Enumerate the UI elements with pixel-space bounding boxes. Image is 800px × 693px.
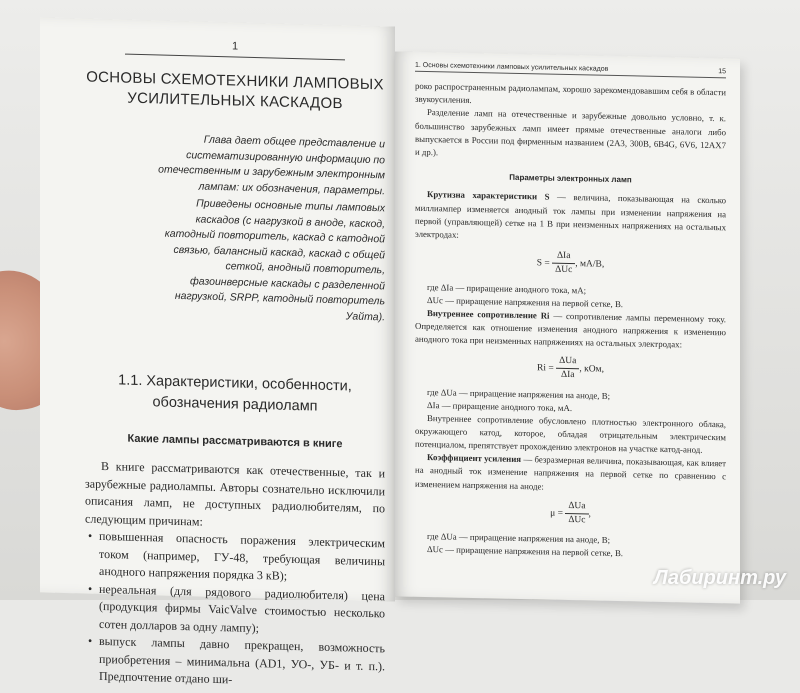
legend-line: ΔUс — приращение напряжения на первой сетке, В.	[427, 544, 624, 559]
running-head	[415, 62, 726, 79]
fraction	[565, 500, 588, 528]
denominator: ΔUс	[568, 515, 586, 526]
legend-line: ΔUс — приращение напряжения на первой сетке, В.	[427, 294, 624, 309]
slope-term: Крутизна характеристики S	[427, 189, 550, 203]
left-page	[40, 17, 395, 687]
formula-unit: , кОм,	[579, 364, 604, 375]
page-number: 15	[718, 68, 726, 76]
formula-slope	[415, 247, 726, 281]
formula-lhs: μ =	[550, 508, 563, 519]
reasons-list	[85, 528, 385, 693]
paragraph: Внутреннее сопротивление обусловлено плотностью электронного облака, окружающего катод, которое, обладая отрицательным электрическим потенциалом, препятствует прохождению электронов на участке катод-анод.	[415, 412, 726, 455]
chapter-title-line-2: УСИЛИТЕЛЬНЫХ КАСКАДОВ	[127, 89, 343, 113]
formula-lhs: S =	[536, 258, 550, 269]
running-head-title: 1. Основы схемотехники ламповых усилительных каскадов	[415, 61, 609, 73]
formula-unit: ,	[588, 509, 591, 520]
paragraph: роко распространенным радиолампам, хорошо зарекомендовавшим себя в области звукоусиления.	[415, 80, 726, 106]
slope-text: — величина, показывающая на сколько миллиампер изменяется анодный ток лампы при изменении напряжения на первой (управляющей) сетке на 1 В при неизменных напряжениях на остальных электродах:	[415, 192, 726, 240]
subsection-title: Какие лампы рассматриваются в книге	[127, 432, 343, 451]
right-body-text	[415, 80, 726, 563]
chapter-abstract	[85, 130, 385, 326]
section-title-line-1: 1.1. Характеристики, особенности,	[118, 372, 352, 395]
watermark-logo: Лабиринт.ру	[653, 567, 786, 589]
fraction	[556, 355, 579, 383]
list-item: • нереальная (для рядового радиолюбителя) цена (продукция фирмы VaicValve стоимостью несколько сотен долларов за одну лампу);	[99, 580, 385, 640]
mu-text: — безразмерная величина, показывающая, как влияет на анодный ток изменение напряжения на первой сетке по сравнению с изменением напряжения на аноде:	[415, 454, 727, 492]
list-item: • выпуск лампы давно прекращен, возможность приобретения – минимальна (AD1, УО-, УБ- и т. п.). Предпочтение отдано ши-	[99, 633, 385, 693]
formula-mu	[415, 497, 726, 531]
left-body-text	[85, 458, 385, 693]
intro-paragraph: В книге рассматриваются как отечественные, так и зарубежные радиолампы. Авторы сознательно исключили описания ламп, не доступных радиолюбителям, по следующим причинам:	[85, 458, 385, 529]
formula-lhs: Ri =	[537, 363, 554, 374]
legend-line: где ΔIа — приращение анодного тока, мА;	[427, 281, 587, 296]
numerator: ΔUа	[565, 500, 588, 515]
legend-line: где ΔUа — приращение напряжения на аноде, В;	[427, 531, 611, 546]
slope-definition	[415, 188, 726, 247]
formula-ri	[415, 352, 726, 386]
numerator: ΔIа	[552, 250, 575, 265]
abstract-paragraph-2: Приведены основные типы ламповых каскадов (с нагрузкой в аноде, каскод, катодный повторитель, каскад с катодной связью, балансный каскад, каскад с общей сеткой, анодный повторитель, фазоинверсные каскады с разделенной нагрузкой, SRPP, катодный повторитель Уайта).	[164, 197, 385, 323]
formula-legend	[415, 530, 726, 563]
formula-unit: , мА/В,	[575, 259, 605, 270]
paragraph: Разделение ламп на отечественные и зарубежные довольно условно, т. к. большинство зарубежных ламп имеет прямые отечественные аналоги либо выпускается в России под фирменным названием (2А3, 300В, 6В4G, 6V6, 12АХ7 и др.).	[415, 107, 726, 158]
legend-line: где ΔUа — приращение напряжения на аноде, В;	[427, 386, 611, 401]
numerator: ΔUа	[556, 355, 579, 370]
right-page	[395, 51, 740, 603]
ri-definition	[415, 306, 726, 352]
list-item: • повышенная опасность поражения электрическим током (например, ГУ-48, требующая величины анодного напряжения порядка 3 кВ);	[99, 528, 385, 588]
section-title-line-2: обозначения радиоламп	[152, 394, 318, 415]
denominator: ΔIа	[560, 370, 575, 381]
ri-text: — сопротивление лампы переменному току. Определяется как отношение изменения анодного напряжения к изменению анодного тока при неизменных напряжениях на остальных электродах:	[415, 310, 726, 350]
chapter-number: 1	[125, 38, 345, 61]
chapter-title	[85, 68, 385, 116]
parameters-heading: Параметры электронных ламп	[509, 172, 632, 185]
mu-definition	[415, 451, 726, 497]
mu-term: Коэффициент усиления	[427, 452, 522, 465]
abstract-paragraph-1: Глава дает общее представление и систематизированную информацию по отечественным и зарубежным электронным лампам: их обозначения, параметры.	[158, 133, 385, 197]
fraction	[552, 250, 575, 278]
legend-line: ΔIа — приращение анодного тока, мА.	[427, 399, 573, 413]
ri-term: Внутреннее сопротивление Ri	[427, 307, 550, 321]
section-title	[85, 370, 385, 420]
denominator: ΔUс	[555, 265, 573, 276]
chapter-title-line-1: ОСНОВЫ СХЕМОТЕХНИКИ ЛАМПОВЫХ	[86, 68, 384, 94]
